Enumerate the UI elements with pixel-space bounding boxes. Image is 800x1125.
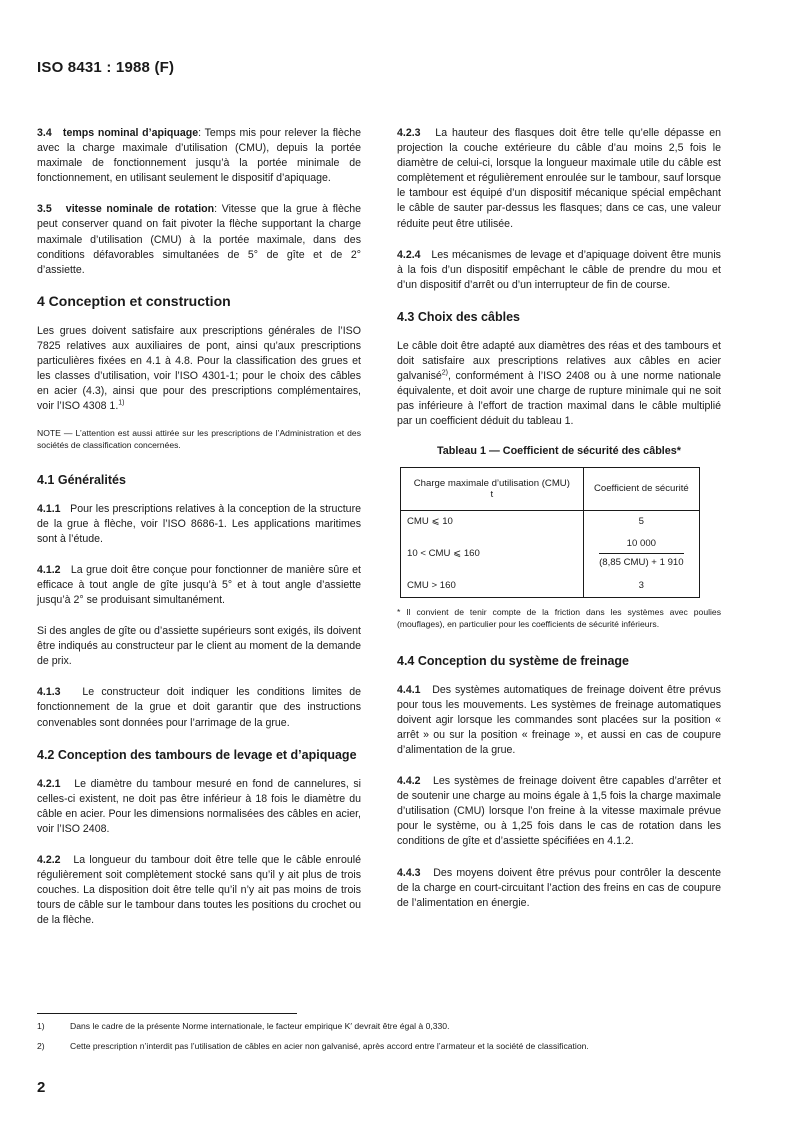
paragraph-text: Les mécanismes de levage et d’apiquage doivent être munis à la fois d’un dispositif empêchant le câble de prendre du mou et d’un dispositif d’arrêt ou d’un interrupteur de fin de course.	[397, 248, 721, 291]
clause-number: 4.2.2	[37, 854, 61, 866]
paragraph-text: La grue doit être conçue pour fonctionner de manière sûre et efficace à tout angle de gîte jusqu’à 5° et à tout angle d’assiette jusqu’à 2° se produisant simultanément.	[37, 563, 361, 606]
section-4-text	[37, 324, 361, 415]
coefficient-cell: 3	[583, 575, 699, 598]
footnote-text: Dans le cadre de la présente Norme internationale, le facteur empirique K′ devrait être égal à 0,330.	[70, 1021, 450, 1031]
clause-number: 3.5	[37, 203, 52, 216]
paragraph-text: Le constructeur doit indiquer les conditions limites de fonctionnement de la grue et doit garantir que des instructions convenables sont données pour l’arrimage de la grue.	[37, 686, 361, 729]
clause-number: 4.1.1	[37, 502, 61, 515]
clause-4-2-4	[397, 248, 721, 293]
section-4-4-heading: 4.4 Conception du système de freinage	[397, 653, 630, 668]
header-unit: t	[490, 488, 494, 500]
clause-4-1-3	[37, 685, 361, 730]
clause-4-1-2-cont: Si des angles de gîte ou d’assiette supérieurs sont exigés, ils doivent être indiqués au constructeur par le client au moment de la demande de prix.	[37, 625, 361, 668]
footnote-text: Cette prescription n’interdit pas l’utilisation de câbles en acier non galvanisé, après accord entre l’armateur et la société de classification.	[70, 1041, 589, 1051]
column-header-load	[401, 467, 584, 510]
clause-number: 4.2.4	[397, 248, 421, 261]
clause-number: 4.1.2	[37, 563, 61, 576]
section-4-heading: 4 Conception et construction	[37, 292, 231, 309]
paragraph-text: Le câble doit être adapté aux diamètres des réas et des tambours et doit satisfaire aux prescriptions relatives aux câbles en acier galvanisé	[397, 339, 721, 383]
table-row	[401, 533, 700, 575]
table-1-title: Tableau 1 — Coefficient de sécurité des câbles*	[436, 444, 682, 457]
table-footnote: * Il convient de tenir compte de la friction dans les systèmes avec poulies (mouflages), en particulier pour les coefficients de sécurité inférieurs.	[397, 606, 721, 630]
clause-4-4-2	[397, 774, 721, 849]
clause-4-2-3	[397, 126, 721, 232]
paragraph-text: Des moyens doivent être prévus pour contrôler la descente de la charge en court-circuitant l’action des freins en cas de coupure de l’alimentation en énergie.	[397, 866, 721, 909]
footnote-number: 1)	[37, 1021, 45, 1031]
paragraph-text: Les grues doivent satisfaire aux prescriptions générales de l’ISO 7825 relatives aux auxiliaires de pont, ainsi qu’aux prescriptions particulières fixées en 4.1 à 4.8. Pour la classification des grues et les classes d’utilisation, voir l’ISO 4301-1; pour le choix des câbles en acier (4.3), ainsi que pour des prescriptions complémentaires, voir l’ISO 4308 1.	[37, 324, 361, 413]
footnote-ref-1[interactable]: 1)	[118, 399, 125, 407]
clause-number: 4.1.3	[37, 686, 61, 699]
table-row	[401, 575, 700, 598]
paragraph-text: Des systèmes automatiques de freinage doivent être prévus pour tous les mouvements. Les systèmes de freinage automatiques doivent agir lorsque les commandes sont placées sur la position « arrêt » ou sur la position « freinage », et aussi en cas de coupure d’alimentation de la grue.	[397, 683, 721, 756]
clause-number: 4.4.2	[397, 775, 421, 788]
clause-4-4-3	[397, 866, 721, 911]
load-cell: 10 < CMU ⩽ 160	[401, 533, 584, 575]
clause-number: 4.2.3	[397, 127, 421, 139]
clause-number: 4.2.1	[37, 777, 61, 790]
clause-3-5	[37, 202, 361, 277]
clause-4-1-1	[37, 502, 361, 547]
section-4-note: NOTE — L’attention est aussi attirée sur les prescriptions de l’Administration et des sociétés de classification concernées.	[37, 427, 361, 450]
section-4-1-heading: 4.1 Généralités	[37, 472, 126, 487]
definition: : Vitesse que la grue à flèche peut conserver quand on fait pivoter la flèche supportant la charge maximale d’utilisation (CMU) à la portée maximale, dans des conditions défavorables simultanées de 5° de gîte et de 2° d’assiette.	[37, 203, 361, 276]
footnote-divider	[37, 1013, 297, 1014]
table-row	[401, 510, 700, 533]
paragraph-text: , conformément à l’ISO 2408 ou à une norme nationale équivalente, et doit avoir une charge de rupture minimale qui ne soit pas inférieure à l’effort de traction maximal dans le câble multiplié par un coefficient déduit du tableau 1.	[397, 370, 721, 428]
term: temps nominal d’apiquage	[62, 127, 199, 139]
clause-4-4-1	[397, 683, 721, 758]
section-4-3-heading: 4.3 Choix des câbles	[397, 309, 520, 324]
page-number: 2	[37, 1079, 46, 1096]
footnote-number: 2)	[37, 1041, 45, 1051]
clause-number: 3.4	[37, 127, 52, 139]
clause-number: 4.4.1	[397, 683, 421, 696]
footnote-1	[37, 1020, 757, 1032]
load-cell: CMU > 160	[401, 575, 584, 598]
footnote-2	[37, 1040, 757, 1052]
term: vitesse nominale de rotation	[65, 203, 215, 216]
document-header: ISO 8431 : 1988 (F)	[37, 59, 175, 76]
clause-4-2-2	[37, 853, 361, 928]
coefficient-formula	[599, 534, 684, 573]
load-cell: CMU ⩽ 10	[401, 510, 584, 533]
coefficient-cell	[583, 533, 699, 575]
column-header-coefficient: Coefficient de sécurité	[583, 467, 699, 510]
formula-numerator: 10 000	[599, 537, 684, 554]
paragraph-text: Le diamètre du tambour mesuré en fond de cannelures, si celles-ci existent, ne doit pas être inférieur à 18 fois le diamètre du câble en acier. Pour les dimensions normalisées des câbles en acier, voir l’ISO 2408.	[37, 777, 361, 835]
paragraph-text: La longueur du tambour doit être telle que le câble enroulé régulièrement soit complètement stocké sans qu’il y ait plus de trois couches. La disposition doit être telle qu’il n’y ait pas moins de trois tours de câble sur le tambour dans toutes les positions du crochet ou de la flèche.	[37, 854, 361, 927]
safety-coefficient-table	[400, 467, 700, 598]
paragraph-text: Pour les prescriptions relatives à la conception de la structure de la grue à flèche, voir l’ISO 8686-1. Les applications maritimes sont à l’étude.	[37, 502, 361, 545]
clause-4-1-2	[37, 563, 361, 608]
formula-denominator: (8,85 CMU) + 1 910	[599, 557, 684, 569]
coefficient-cell: 5	[583, 510, 699, 533]
footnote-ref-2[interactable]: 2)	[441, 369, 448, 377]
clause-number: 4.4.3	[397, 866, 421, 879]
definition: : Temps mis pour relever la flèche avec la charge maximale d’utilisation (CMU), depuis la portée maximale de fonctionnement jusqu’à la portée minimale de fonctionnement, en utilisant seulement le dispositif d’apiquage.	[37, 127, 361, 185]
header-label: Charge maximale d’utilisation (CMU)	[413, 477, 570, 489]
paragraph-text: Les systèmes de freinage doivent être capables d’arrêter et de soutenir une charge au moins égale à 1,5 fois la charge maximale d’utilisation (CMU) lorsque l’on freine à la vitesse maximale prévue pour le système, ou à 1,25 fois dans le cas de rotation dans les conditions de gîte et d’assiette spécifiées en 4.1.2.	[397, 775, 721, 848]
paragraph-text: La hauteur des flasques doit être telle qu’elle dépasse en projection la couche extérieure du câble d’au moins 2,5 fois le diamètre de celui-ci, lorsque la longueur maximale utile du câble est complètement et régulièrement enroulée sur le tambour, sauf lorsque le tambour est équipé d’un dispositif mécanique spécial empêchant le câble de sauter par-dessus les flasques; dans ce cas, une valeur réduite peut être utilisée.	[397, 127, 721, 230]
right-column	[397, 126, 721, 927]
section-4-2-heading: 4.2 Conception des tambours de levage et d’apiquage	[37, 747, 357, 762]
clause-4-2-1	[37, 777, 361, 837]
section-4-3-text	[397, 339, 721, 430]
left-column	[37, 126, 361, 944]
clause-3-4	[37, 126, 361, 186]
